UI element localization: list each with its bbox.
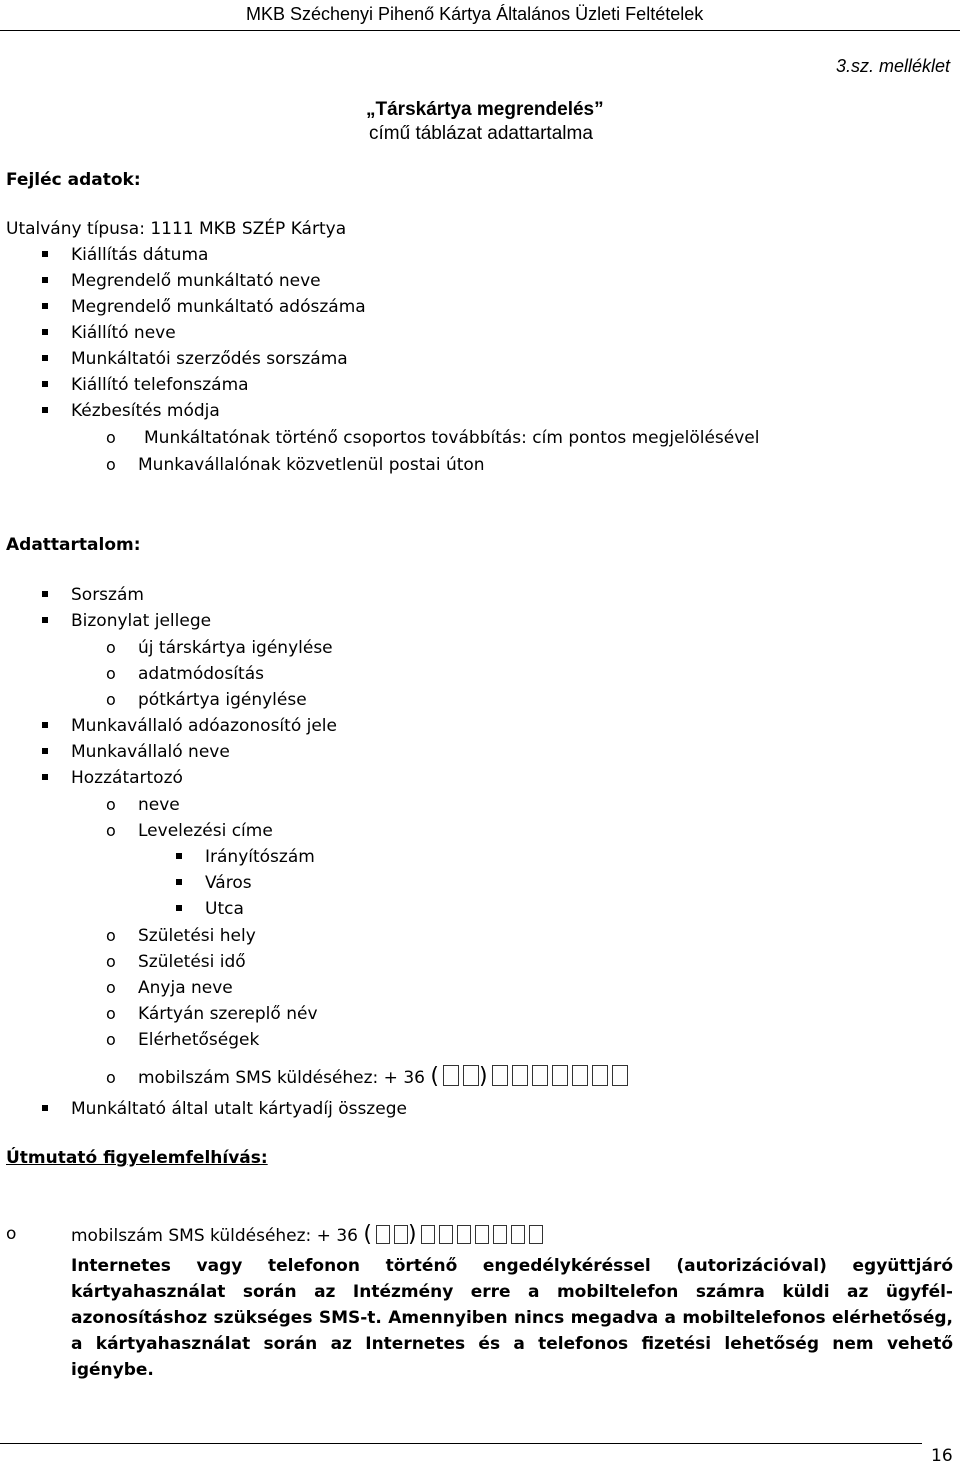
digit-box: [421, 1225, 435, 1244]
running-header: MKB Széchenyi Pihenő Kártya Általános Üzleti Feltételek: [246, 4, 704, 24]
close-paren: ): [478, 1064, 488, 1089]
relative-detail: Születési idő: [138, 952, 246, 972]
guide-mobile-line: [71, 1222, 543, 1247]
footer-rule: [0, 1443, 922, 1444]
content-item-doc-type: Bizonylat jellege: [71, 611, 212, 631]
digit-box: [443, 1065, 459, 1086]
bullet-square: [42, 617, 48, 623]
bullet-square: [176, 905, 182, 911]
digit-box: [457, 1225, 471, 1244]
delivery-option: Munkáltatónak történő csoportos továbbítás: cím pontos megjelölésével: [144, 428, 760, 448]
bullet-square: [42, 303, 48, 309]
digit-box: [463, 1065, 479, 1086]
digit-box: [512, 1065, 528, 1086]
header-item: Kiállító neve: [71, 323, 176, 343]
mobile-label: mobilszám SMS küldéséhez: + 36: [138, 1068, 425, 1088]
relative-detail: Anyja neve: [138, 978, 233, 998]
bullet-circle: o: [106, 952, 116, 971]
content-heading: Adattartalom:: [6, 535, 141, 555]
address-part: Irányítószám: [205, 847, 315, 867]
header-item: Munkáltatói szerződés sorszáma: [71, 349, 348, 369]
digit-box: [592, 1065, 608, 1086]
guide-bullet: o: [6, 1224, 17, 1244]
guide-heading: Útmutató figyelemfelhívás:: [6, 1148, 268, 1168]
bullet-circle: o: [106, 1004, 116, 1023]
digit-box: [612, 1065, 628, 1086]
mobile-number-line: [138, 1064, 628, 1089]
page-title: „Társkártya megrendelés”: [366, 99, 604, 120]
content-item-card-fee: Munkáltató által utalt kártyadíj összege: [71, 1099, 407, 1119]
page-subtitle: című táblázat adattartalma: [369, 123, 593, 144]
voucher-type: Utalvány típusa: 1111 MKB SZÉP Kártya: [6, 219, 347, 239]
relative-name: neve: [138, 795, 180, 815]
bullet-circle: o: [106, 428, 116, 447]
bullet-square: [42, 329, 48, 335]
digit-box: [475, 1225, 489, 1244]
digit-box: [532, 1065, 548, 1086]
bullet-square: [42, 277, 48, 283]
header-item: Megrendelő munkáltató adószáma: [71, 297, 366, 317]
header-rule: [0, 30, 960, 31]
digit-box: [511, 1225, 525, 1244]
bullet-circle: o: [106, 1030, 116, 1049]
content-item-tax-id: Munkavállaló adóazonosító jele: [71, 716, 337, 736]
close-paren: ): [407, 1222, 417, 1247]
bullet-square: [42, 381, 48, 387]
relative-detail: Születési hely: [138, 926, 256, 946]
address-part: Utca: [205, 899, 244, 919]
bullet-square: [42, 251, 48, 257]
content-item-employee-name: Munkavállaló neve: [71, 742, 230, 762]
digit-box: [376, 1225, 390, 1244]
digit-box: [439, 1225, 453, 1244]
bullet-circle: o: [106, 638, 116, 657]
guide-note: Internetes vagy telefonon történő engedélykéréssel (autorizációval) együttjáró kártyahasználat során az Intézmény erre a mobiltelefon számra küldi az ügyfél-azonosításhoz szükséges SMS-t. Amennyiben nincs megadva a mobiltelefonos elérhetőség, a kártyahasználat során az Internetes és a telefonos fizetési lehetőség nem vehető igénybe.: [71, 1256, 953, 1380]
content-item-relative: Hozzátartozó: [71, 768, 183, 788]
bullet-square: [42, 591, 48, 597]
bullet-square: [176, 879, 182, 885]
bullet-circle: o: [106, 926, 116, 945]
delivery-option: Munkavállalónak közvetlenül postai úton: [138, 455, 485, 475]
bullet-circle: o: [106, 690, 116, 709]
digit-box: [493, 1225, 507, 1244]
bullet-circle: o: [106, 821, 116, 840]
open-paren: (: [430, 1064, 439, 1089]
content-item-serial: Sorszám: [71, 585, 144, 605]
page-number: 16: [931, 1446, 953, 1466]
bullet-circle: o: [106, 978, 116, 997]
bullet-square: [42, 722, 48, 728]
relative-address: Levelezési címe: [138, 821, 273, 841]
relative-detail: Kártyán szereplő név: [138, 1004, 318, 1024]
bullet-square: [42, 407, 48, 413]
bullet-circle: o: [106, 1068, 116, 1087]
doc-type-option: új társkártya igénylése: [138, 638, 333, 658]
open-paren: (: [363, 1222, 372, 1247]
doc-type-option: pótkártya igénylése: [138, 690, 307, 710]
bullet-circle: o: [106, 455, 116, 474]
header-item: Kézbesítés módja: [71, 401, 220, 421]
bullet-square: [42, 774, 48, 780]
header-item: Kiállító telefonszáma: [71, 375, 249, 395]
header-item: Megrendelő munkáltató neve: [71, 271, 321, 291]
digit-box: [572, 1065, 588, 1086]
header-data-heading: Fejléc adatok:: [6, 170, 141, 190]
bullet-circle: o: [106, 664, 116, 683]
digit-box: [552, 1065, 568, 1086]
bullet-square: [42, 355, 48, 361]
bullet-square: [42, 748, 48, 754]
digit-box: [492, 1065, 508, 1086]
bullet-square: [42, 1105, 48, 1111]
relative-detail: Elérhetőségek: [138, 1030, 260, 1050]
header-item: Kiállítás dátuma: [71, 245, 209, 265]
guide-mobile-label: mobilszám SMS küldéséhez: + 36: [71, 1226, 358, 1246]
digit-box: [394, 1225, 408, 1244]
doc-type-option: adatmódosítás: [138, 664, 264, 684]
address-part: Város: [205, 873, 252, 893]
bullet-square: [176, 853, 182, 859]
bullet-circle: o: [106, 795, 116, 814]
digit-box: [529, 1225, 543, 1244]
annex-label: 3.sz. melléklet: [836, 56, 951, 76]
